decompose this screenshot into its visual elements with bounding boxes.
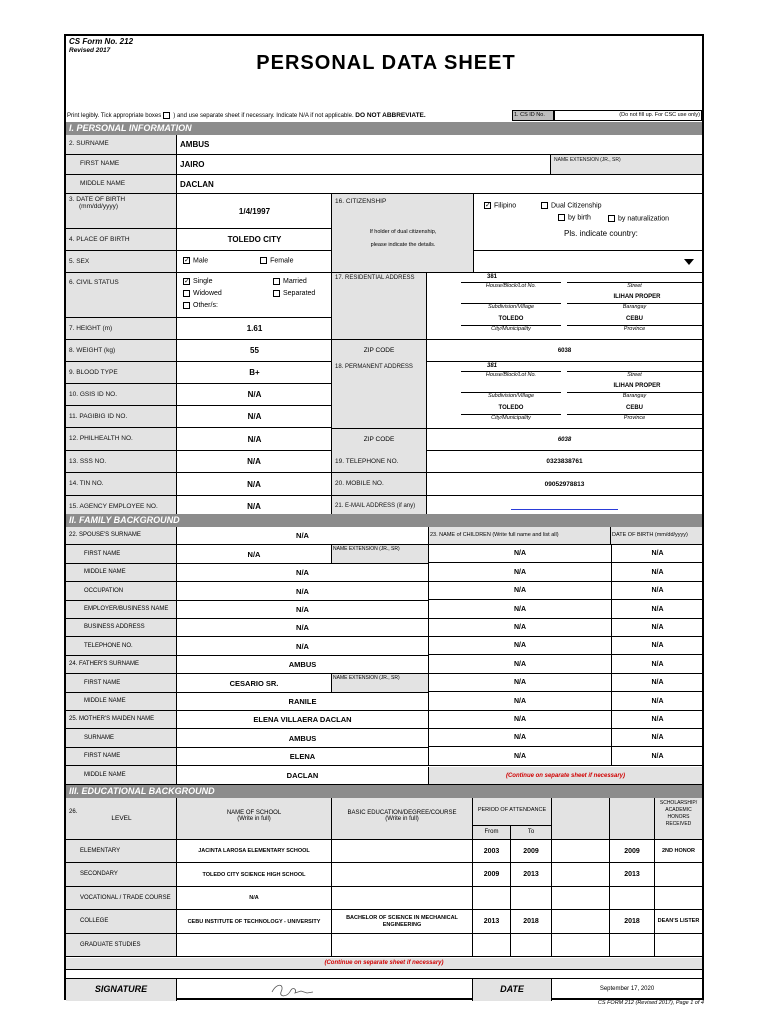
res-barangay-caption: Barangay [567,303,702,310]
child-name[interactable]: N/A [429,747,612,765]
family-row-value[interactable]: N/A [296,586,309,596]
edu-highest-level[interactable] [552,840,610,862]
family-row-value[interactable]: N/A [296,623,309,632]
family-row [66,619,428,637]
child-dob[interactable]: N/A [651,752,664,760]
child-row [428,692,702,711]
family-row-value[interactable]: AMBUS [288,733,317,743]
gsis-value[interactable]: N/A [247,390,262,399]
weight-label: 8. WEIGHT (kg) [69,347,116,354]
children-dob-header: DATE OF BIRTH (mm/dd/yyyy) [611,527,702,545]
first-name-value[interactable]: JAIRO [180,160,205,169]
widowed-checkbox[interactable] [183,290,190,297]
widowed-label: Widowed [193,290,222,297]
edu-level: GRADUATE STUDIES [66,934,177,956]
family-table [66,527,702,785]
edu-school[interactable]: JACINTA LAROSA ELEMENTARY SCHOOL [177,840,332,862]
edu-course-subheader: (Write in full) [385,816,419,822]
child-name[interactable]: N/A [429,729,612,746]
sex-row [66,251,332,273]
edu-course[interactable] [332,934,473,956]
family-row [66,748,428,766]
weight-row [66,340,332,362]
edu-school[interactable]: TOLEDO CITY SCIENCE HIGH SCHOOL [177,863,332,886]
edu-course[interactable] [332,840,473,862]
edu-highest-level[interactable] [552,863,610,886]
perm-zip-value[interactable]: 6038 [557,437,572,443]
family-row-label: MIDDLE NAME [66,693,177,710]
by-naturalization-label: by naturalization [618,215,669,223]
family-row-label: OCCUPATION [66,582,177,600]
res-house-caption: House/Block/Lot No. [461,282,561,289]
edu-honors[interactable] [655,934,702,956]
child-name[interactable]: N/A [429,674,612,691]
family-row-value[interactable]: CESARIO SR. [177,674,332,692]
family-row-label: FIRST NAME [66,545,177,563]
edu-level-header: LEVEL [111,815,132,822]
name-extension-label: NAME EXTENSION (JR., SR) [554,157,621,163]
child-dob[interactable]: N/A [651,716,664,723]
married-checkbox[interactable] [273,278,280,285]
perm-zip-label: ZIP CODE [332,429,427,451]
citizenship-block [332,194,702,251]
family-row-value[interactable]: AMBUS [288,660,317,669]
dual-note-2: please indicate the details. [370,242,436,248]
dob-label-line1: 3. DATE OF BIRTH [69,196,126,203]
edu-num: 26. [69,809,78,815]
perm-province-caption: Province [567,414,702,421]
single-label: Single [193,278,213,285]
child-name[interactable]: N/A [429,711,612,728]
filipino-label: Filipino [494,202,517,210]
family-row-label: MIDDLE NAME [66,564,177,581]
perm-house-value[interactable]: 381 [487,363,498,369]
res-barangay-value[interactable]: ILIHAN PROPER [613,294,661,300]
instructions-text-1: Print legibly. Tick appropriate boxes [67,113,162,120]
edu-school-subheader: (Write in full) [237,816,271,822]
chevron-down-icon[interactable] [684,259,694,265]
dob-label [66,194,176,212]
child-dob[interactable]: N/A [651,587,664,594]
tin-label: 14. TIN NO. [69,480,104,487]
child-dob[interactable]: N/A [651,697,664,705]
child-row [428,619,702,637]
perm-barangay-value[interactable]: ILIHAN PROPER [613,383,661,389]
page-title: PERSONAL DATA SHEET [256,52,516,74]
instructions-text-2: ) and use separate sheet if necessary. Indicate N/A if not applicable. [173,113,354,120]
separated-label: Separated [283,290,316,297]
family-row-label: 24. FATHER'S SURNAME [66,656,177,673]
gsis-row [66,384,332,406]
cs-id-label: 1. CS ID No. [512,110,554,121]
res-house-value[interactable]: 381 [487,274,498,280]
family-row [66,766,428,785]
agency-value[interactable]: N/A [247,502,261,511]
dob-row [66,194,332,229]
family-continue-note: (Continue on separate sheet if necessary) [428,767,702,785]
philhealth-value[interactable]: N/A [247,434,262,444]
dual-note-1: If holder of dual citizenship, [369,229,437,235]
middle-name-label: MIDDLE NAME [80,180,126,187]
dual-citizenship-label: Dual Citizenship [551,202,602,210]
pob-row [66,229,332,251]
child-row [428,545,702,563]
family-row-value[interactable]: N/A [296,568,309,577]
philhealth-label: 12. PHILHEALTH NO. [69,435,133,442]
family-row-label: FIRST NAME [66,748,177,765]
child-row [428,563,702,582]
family-row-label: BUSINESS ADDRESS [66,619,177,636]
edu-year[interactable]: 2009 [610,840,655,862]
family-row-label: EMPLOYER/BUSINESS NAME [66,601,177,618]
family-row [66,656,428,674]
sss-label: 13. SSS NO. [69,458,107,465]
edu-honors[interactable]: 2ND HONOR [661,847,695,854]
pagibig-label: 11. PAGIBIG ID NO. [69,413,128,420]
dob-value[interactable]: 1/4/1997 [238,206,271,216]
edu-year[interactable]: 2013 [610,863,655,886]
tin-row [66,473,702,496]
child-dob[interactable]: N/A [651,660,664,668]
form-number: CS Form No. 212 [69,37,134,46]
res-subdivision-caption: Subdivision/Village [461,303,561,310]
edu-from[interactable]: 2009 [473,863,511,886]
education-header [66,798,702,840]
family-row-value[interactable]: N/A [296,605,309,614]
edu-school[interactable]: CEBU INSTITUTE OF TECHNOLOGY - UNIVERSITY [177,910,332,933]
edu-period-header: PERIOD OF ATTENDANCE [473,798,552,826]
family-row-value[interactable]: N/A [296,641,309,651]
perm-street-caption: Street [567,371,702,378]
mobile-label: 20. MOBILE NO. [335,480,384,487]
citizenship-label-cont [332,251,474,273]
edu-from[interactable] [473,934,511,956]
education-row [66,863,702,887]
others-checkbox[interactable] [183,302,190,309]
height-value[interactable]: 1.61 [246,324,263,333]
married-label: Married [283,278,307,285]
indicate-country-label: Pls. indicate country: [564,229,638,238]
blood-row [66,362,332,384]
height-label: 7. HEIGHT (m) [69,325,113,332]
family-row-ext-label: NAME EXTENSION (JR., SR) [332,674,428,692]
single-checkbox[interactable]: ✓ [184,277,190,285]
male-checkbox[interactable]: ✓ [184,257,190,264]
permanent-address-label: 18. PERMANENT ADDRESS [335,364,413,370]
edu-year[interactable]: 2018 [610,910,655,933]
education-row [66,887,702,910]
signature-scribble-icon [267,980,327,1000]
child-name[interactable]: N/A [429,619,612,636]
res-zip-label: ZIP CODE [332,340,427,362]
instructions-text-3: DO NOT ABBREVIATE. [355,112,426,120]
pagibig-value[interactable]: N/A [247,412,262,421]
edu-continue-note: (Continue on separate sheet if necessary) [66,958,702,970]
child-dob[interactable]: N/A [651,679,664,686]
signature-label: SIGNATURE [66,979,177,1001]
education-row [66,910,702,934]
family-row-label: 22. SPOUSE'S SURNAME [66,527,177,544]
sss-row [66,451,702,473]
civil-status-row [66,273,332,318]
res-street-caption: Street [567,282,702,289]
education-row [66,934,702,957]
edu-from[interactable]: 2013 [473,910,511,933]
child-dob[interactable]: N/A [651,734,664,741]
child-name[interactable]: N/A [429,545,612,562]
section-family-background: II. FAMILY BACKGROUND [66,514,702,527]
first-name-row [66,155,702,175]
edu-level: COLLEGE [66,910,177,933]
middle-name-row [66,175,702,194]
edu-highest-level[interactable] [552,887,610,909]
child-row [428,729,702,747]
dob-label-line2: (mm/dd/yyyy) [79,203,118,210]
philhealth-row [66,428,332,451]
child-name[interactable]: N/A [429,600,612,618]
perm-city-value[interactable]: TOLEDO [498,405,524,411]
edu-from-header: From [473,826,511,840]
family-row-label: 25. MOTHER'S MAIDEN NAME [66,711,177,728]
first-name-label: FIRST NAME [80,160,120,167]
perm-subdivision-caption: Subdivision/Village [461,392,561,399]
pob-label: 4. PLACE OF BIRTH [69,236,130,243]
edu-year[interactable] [610,934,655,956]
edu-level: VOCATIONAL / TRADE COURSE [66,887,177,909]
child-row [428,582,702,600]
others-label: Other/s: [193,302,218,309]
res-city-value[interactable]: TOLEDO [498,316,524,322]
family-row-value[interactable]: ELENA VILLAERA DACLAN [253,715,352,724]
family-row [66,711,428,729]
section-educational-background: III. EDUCATIONAL BACKGROUND [66,785,702,798]
date-value[interactable]: September 17, 2020 [599,986,655,992]
edu-to[interactable]: 2018 [511,910,552,933]
family-row-value[interactable]: N/A [177,545,332,563]
sss-value[interactable]: N/A [247,457,261,466]
child-dob[interactable]: N/A [651,624,664,631]
family-row [66,601,428,619]
edu-school[interactable]: N/A [177,887,332,909]
male-label: Male [193,257,209,265]
signature-field[interactable] [177,979,473,1001]
middle-name-value[interactable]: DACLAN [180,179,214,189]
education-row [66,840,702,863]
blood-label: 9. BLOOD TYPE [69,369,118,376]
residential-address-block [332,273,702,362]
child-row [428,655,702,674]
telephone-label: 19. TELEPHONE NO. [335,458,399,465]
cs-id-note: (Do not fill up. For CSC use only) [619,112,700,118]
child-dob[interactable]: N/A [651,568,664,576]
child-name[interactable]: N/A [429,637,612,654]
family-row-value[interactable]: N/A [296,531,309,540]
filipino-checkbox[interactable]: ✓ [485,202,491,209]
edu-from[interactable]: 2003 [473,840,511,862]
by-birth-label: by birth [568,214,591,222]
child-row [428,674,702,692]
family-row-value[interactable]: DACLAN [286,770,319,780]
signature-row [66,978,702,1000]
perm-city-caption: City/Municipality [461,414,561,421]
edu-school-header: NAME OF SCHOOL [226,810,282,816]
residential-address-label: 17. RESIDENTIAL ADDRESS [335,275,415,281]
edu-honors[interactable] [655,887,702,909]
edu-school[interactable] [177,934,332,956]
child-name[interactable]: N/A [429,563,612,581]
surname-row [66,135,702,155]
perm-barangay-caption: Barangay [567,392,702,399]
edu-highest-level[interactable] [552,934,610,956]
telephone-value[interactable]: 0323838761 [546,458,583,465]
family-row-label: TELEPHONE NO. [66,637,177,655]
edu-level: ELEMENTARY [66,840,177,862]
family-row-label: MIDDLE NAME [66,766,177,784]
date-label: DATE [473,979,552,1001]
blood-value[interactable]: B+ [249,368,260,377]
instructions [67,112,426,119]
perm-house-caption: House/Block/Lot No. [461,371,561,378]
child-dob[interactable]: N/A [651,605,664,613]
pob-value[interactable]: TOLEDO CITY [227,235,282,244]
citizenship-label: 16. CITIZENSHIP [335,198,387,205]
children-header: 23. NAME of CHILDREN (Write full name and list all) [428,527,611,545]
family-row [66,693,428,711]
child-name[interactable]: N/A [429,692,612,710]
surname-label: 2. SURNAME [69,140,109,147]
edu-to[interactable]: 2009 [511,840,552,862]
female-checkbox[interactable] [260,257,267,264]
family-row [66,729,428,748]
edu-honors-header: SCHOLARSHIP/ ACADEMIC HONORS RECEIVED [659,800,698,827]
edu-course[interactable]: BACHELOR OF SCIENCE IN MECHANICAL ENGINEERING [332,910,473,933]
res-province-caption: Province [567,325,702,332]
child-dob[interactable]: N/A [651,642,664,649]
edu-to[interactable] [511,934,552,956]
dual-citizenship-checkbox[interactable] [541,202,548,209]
form-page-note: CS FORM 212 (Revised 2017), Page 1 of 4 [597,1000,704,1006]
edu-year[interactable] [610,887,655,909]
family-row-ext-label: NAME EXTENSION (JR., SR) [332,545,428,563]
edu-to-header: To [511,826,552,840]
family-row-value[interactable]: RANILE [288,697,317,706]
edu-to[interactable] [511,887,552,909]
cs-id-field[interactable] [554,110,702,121]
edu-course-header: BASIC EDUCATION/DEGREE/COURSE [347,810,457,816]
sex-label: 5. SEX [69,258,90,265]
separated-checkbox[interactable] [273,290,280,297]
weight-value[interactable]: 55 [250,346,259,355]
edu-to[interactable]: 2013 [511,863,552,886]
edu-level: SECONDARY [66,863,177,886]
family-row-label: SURNAME [66,729,177,747]
by-birth-checkbox[interactable] [558,214,565,221]
perm-province-value[interactable]: CEBU [625,405,643,411]
family-row [66,637,428,656]
edu-course[interactable] [332,863,473,886]
child-name[interactable]: N/A [429,655,612,673]
child-row [428,600,702,619]
female-label: Female [270,257,294,265]
mobile-value[interactable]: 09052978813 [544,480,585,488]
section-personal-info: I. PERSONAL INFORMATION [66,122,702,135]
res-city-caption: City/Municipality [461,325,561,332]
family-row-label: FIRST NAME [66,674,177,692]
edu-honors[interactable] [655,863,702,886]
edu-from[interactable] [473,887,511,909]
child-row [428,711,702,729]
email-link-underline [511,509,618,510]
country-dropdown[interactable] [474,251,702,273]
email-label: 21. E-MAIL ADDRESS (if any) [335,503,416,509]
permanent-address-block [332,362,702,451]
by-naturalization-checkbox[interactable] [608,215,615,222]
civil-status-label: 6. CIVIL STATUS [69,279,119,286]
height-row [66,318,332,340]
gsis-label: 10. GSIS ID NO. [69,391,118,398]
res-province-value[interactable]: CEBU [625,316,643,322]
family-row [66,674,428,693]
sample-checkbox [163,112,170,119]
child-row [428,637,702,655]
agency-label: 15. AGENCY EMPLOYEE NO. [69,503,158,510]
family-row [66,564,428,582]
res-zip-value[interactable]: 6038 [557,348,572,354]
edu-highest-level[interactable] [552,910,610,933]
pds-form [64,34,704,1000]
family-row [66,582,428,601]
pagibig-row [66,406,332,428]
child-row [428,747,702,766]
form-revised: Revised 2017 [69,47,111,54]
family-row [66,527,428,545]
tin-value[interactable]: N/A [247,479,261,489]
child-dob[interactable]: N/A [651,550,664,557]
edu-honors[interactable]: DEAN'S LISTER [657,918,700,924]
family-row-value[interactable]: ELENA [289,752,316,761]
family-row [66,545,428,564]
surname-value[interactable]: AMBUS [180,140,210,149]
education-table [66,798,702,970]
child-name[interactable]: N/A [429,582,612,599]
edu-course[interactable] [332,887,473,909]
